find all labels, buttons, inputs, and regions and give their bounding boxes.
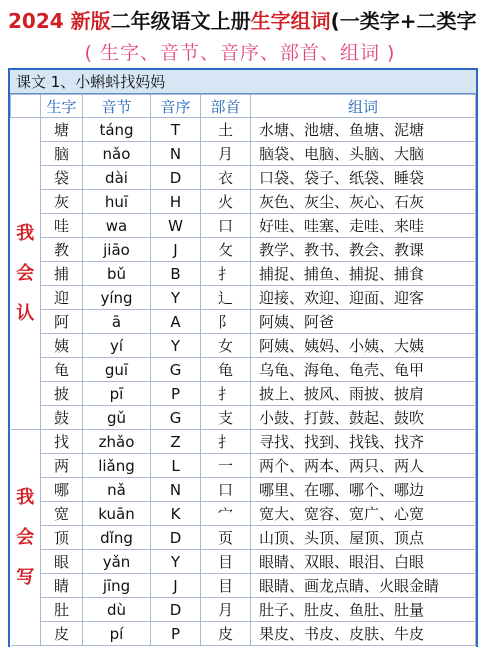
radical-cell: 土 — [201, 118, 251, 142]
words-cell: 肚子、肚皮、鱼肚、肚量 — [251, 598, 476, 622]
words-cell: 宽大、宽容、宽广、心宽 — [251, 502, 476, 526]
table-row — [11, 238, 476, 262]
group-label-char: 会 — [16, 262, 35, 284]
radical-cell: 火 — [201, 190, 251, 214]
sequence-cell: N — [151, 142, 201, 166]
pinyin-cell: guī — [83, 358, 151, 382]
sequence-cell: B — [151, 262, 201, 286]
words-cell: 果皮、书皮、皮肤、牛皮 — [251, 622, 476, 646]
radical-cell: 宀 — [201, 502, 251, 526]
words-cell: 脑袋、电脑、头脑、大脑 — [251, 142, 476, 166]
radical-cell: 扌 — [201, 262, 251, 286]
pinyin-cell: wa — [83, 214, 151, 238]
words-cell: 教学、教书、教会、教课 — [251, 238, 476, 262]
table-row — [11, 454, 476, 478]
sequence-cell: Y — [151, 286, 201, 310]
table-row — [11, 334, 476, 358]
table-row — [11, 142, 476, 166]
table-row — [11, 310, 476, 334]
table-row — [11, 262, 476, 286]
pinyin-cell: dù — [83, 598, 151, 622]
pinyin-cell: huī — [83, 190, 151, 214]
words-cell: 好哇、哇塞、走哇、来哇 — [251, 214, 476, 238]
title-grade: 二年级语文上册 — [110, 9, 251, 33]
sequence-cell: G — [151, 358, 201, 382]
radical-cell: 目 — [201, 550, 251, 574]
char-cell: 脑 — [41, 142, 83, 166]
words-cell: 眼睛、双眼、眼泪、白眼 — [251, 550, 476, 574]
words-cell: 披上、披风、雨披、披肩 — [251, 382, 476, 406]
pinyin-cell: bǔ — [83, 262, 151, 286]
char-cell: 阿 — [41, 310, 83, 334]
radical-cell: 扌 — [201, 382, 251, 406]
char-cell: 眼 — [41, 550, 83, 574]
char-cell: 迎 — [41, 286, 83, 310]
vocab-sheet — [8, 68, 478, 647]
page-title — [0, 6, 480, 36]
group-label-char: 认 — [16, 302, 35, 324]
table-row — [11, 622, 476, 646]
words-cell: 两个、两本、两只、两人 — [251, 454, 476, 478]
char-cell: 宽 — [41, 502, 83, 526]
char-cell: 教 — [41, 238, 83, 262]
table-row — [11, 118, 476, 142]
vocab-body — [11, 118, 476, 646]
radical-cell: 月 — [201, 598, 251, 622]
header-words: 组词 — [251, 95, 476, 118]
radical-cell: 衣 — [201, 166, 251, 190]
title-topic: 生字组词 — [250, 9, 331, 33]
char-cell: 披 — [41, 382, 83, 406]
pinyin-cell: yǎn — [83, 550, 151, 574]
sequence-cell: Y — [151, 334, 201, 358]
pinyin-cell: dǐng — [83, 526, 151, 550]
words-cell: 口袋、袋子、纸袋、睡袋 — [251, 166, 476, 190]
char-cell: 捕 — [41, 262, 83, 286]
words-cell: 哪里、在哪、哪个、哪边 — [251, 478, 476, 502]
sequence-cell: K — [151, 502, 201, 526]
table-row — [11, 430, 476, 454]
pinyin-cell: gǔ — [83, 406, 151, 430]
group-label-char: 会 — [16, 526, 35, 548]
title-year: 2024 — [8, 9, 64, 33]
words-cell: 迎接、欢迎、迎面、迎客 — [251, 286, 476, 310]
words-cell: 捕捉、捕鱼、捕捉、捕食 — [251, 262, 476, 286]
sequence-cell: L — [151, 454, 201, 478]
title-edition: 新版 — [70, 9, 111, 33]
pinyin-cell: jiāo — [83, 238, 151, 262]
pinyin-cell: yíng — [83, 286, 151, 310]
radical-cell: 辶 — [201, 286, 251, 310]
table-row — [11, 574, 476, 598]
sequence-cell: D — [151, 166, 201, 190]
char-cell: 塘 — [41, 118, 83, 142]
words-cell: 寻找、找到、找钱、找齐 — [251, 430, 476, 454]
title-scope: (一类字+二类字 — [330, 9, 477, 33]
char-cell: 顶 — [41, 526, 83, 550]
radical-cell: 目 — [201, 574, 251, 598]
table-row — [11, 478, 476, 502]
table-row — [11, 382, 476, 406]
group-label — [11, 118, 41, 430]
sequence-cell: H — [151, 190, 201, 214]
radical-cell: 口 — [201, 214, 251, 238]
pinyin-cell: dài — [83, 166, 151, 190]
group-label-char: 写 — [16, 566, 35, 588]
char-cell: 哪 — [41, 478, 83, 502]
char-cell: 皮 — [41, 622, 83, 646]
radical-cell: 口 — [201, 478, 251, 502]
words-cell: 阿姨、阿爸 — [251, 310, 476, 334]
char-cell: 两 — [41, 454, 83, 478]
table-row — [11, 166, 476, 190]
words-cell: 眼睛、画龙点睛、火眼金睛 — [251, 574, 476, 598]
header-seq: 音序 — [151, 95, 201, 118]
char-cell: 龟 — [41, 358, 83, 382]
sequence-cell: W — [151, 214, 201, 238]
words-cell: 小鼓、打鼓、鼓起、鼓吹 — [251, 406, 476, 430]
char-cell: 哇 — [41, 214, 83, 238]
table-row — [11, 286, 476, 310]
radical-cell: 皮 — [201, 622, 251, 646]
sequence-cell: P — [151, 382, 201, 406]
pinyin-cell: pī — [83, 382, 151, 406]
sequence-cell: D — [151, 526, 201, 550]
char-cell: 鼓 — [41, 406, 83, 430]
char-cell: 肚 — [41, 598, 83, 622]
sequence-cell: T — [151, 118, 201, 142]
radical-cell: 页 — [201, 526, 251, 550]
sequence-cell: Y — [151, 550, 201, 574]
radical-cell: 一 — [201, 454, 251, 478]
sequence-cell: P — [151, 622, 201, 646]
pinyin-cell: pí — [83, 622, 151, 646]
words-cell: 山顶、头顶、屋顶、顶点 — [251, 526, 476, 550]
words-cell: 灰色、灰尘、灰心、石灰 — [251, 190, 476, 214]
lesson-heading: 课文 1、小蝌蚪找妈妈 — [10, 70, 476, 94]
pinyin-cell: zhǎo — [83, 430, 151, 454]
page-subtitle: ( 生字、音节、音序、部首、组词 ) — [84, 42, 396, 64]
sequence-cell: D — [151, 598, 201, 622]
pinyin-cell: jīng — [83, 574, 151, 598]
sequence-cell: Z — [151, 430, 201, 454]
table-row — [11, 406, 476, 430]
group-label — [11, 430, 41, 646]
vocab-table — [10, 94, 476, 646]
char-cell: 灰 — [41, 190, 83, 214]
radical-cell: 月 — [201, 142, 251, 166]
header-pinyin: 音节 — [83, 95, 151, 118]
group-label-char: 我 — [16, 486, 35, 508]
table-header-row — [11, 95, 476, 118]
sequence-cell: N — [151, 478, 201, 502]
pinyin-cell: liǎng — [83, 454, 151, 478]
pinyin-cell: yí — [83, 334, 151, 358]
table-row — [11, 214, 476, 238]
radical-cell: 女 — [201, 334, 251, 358]
words-cell: 阿姨、姨妈、小姨、大姨 — [251, 334, 476, 358]
header-side — [11, 95, 41, 118]
char-cell: 睛 — [41, 574, 83, 598]
char-cell: 姨 — [41, 334, 83, 358]
sequence-cell: G — [151, 406, 201, 430]
char-cell: 袋 — [41, 166, 83, 190]
table-row — [11, 550, 476, 574]
radical-cell: 扌 — [201, 430, 251, 454]
table-row — [11, 190, 476, 214]
table-row — [11, 526, 476, 550]
words-cell: 水塘、池塘、鱼塘、泥塘 — [251, 118, 476, 142]
table-row — [11, 598, 476, 622]
pinyin-cell: kuān — [83, 502, 151, 526]
pinyin-cell: táng — [83, 118, 151, 142]
pinyin-cell: ā — [83, 310, 151, 334]
words-cell: 乌龟、海龟、龟壳、龟甲 — [251, 358, 476, 382]
radical-cell: 阝 — [201, 310, 251, 334]
radical-cell: 支 — [201, 406, 251, 430]
group-label-char: 我 — [16, 222, 35, 244]
table-row — [11, 358, 476, 382]
radical-cell: 龟 — [201, 358, 251, 382]
sequence-cell: A — [151, 310, 201, 334]
radical-cell: 攵 — [201, 238, 251, 262]
header-char: 生字 — [41, 95, 83, 118]
pinyin-cell: nǎ — [83, 478, 151, 502]
header-radical: 部首 — [201, 95, 251, 118]
table-row — [11, 502, 476, 526]
pinyin-cell: nǎo — [83, 142, 151, 166]
sequence-cell: J — [151, 238, 201, 262]
sequence-cell: J — [151, 574, 201, 598]
char-cell: 找 — [41, 430, 83, 454]
